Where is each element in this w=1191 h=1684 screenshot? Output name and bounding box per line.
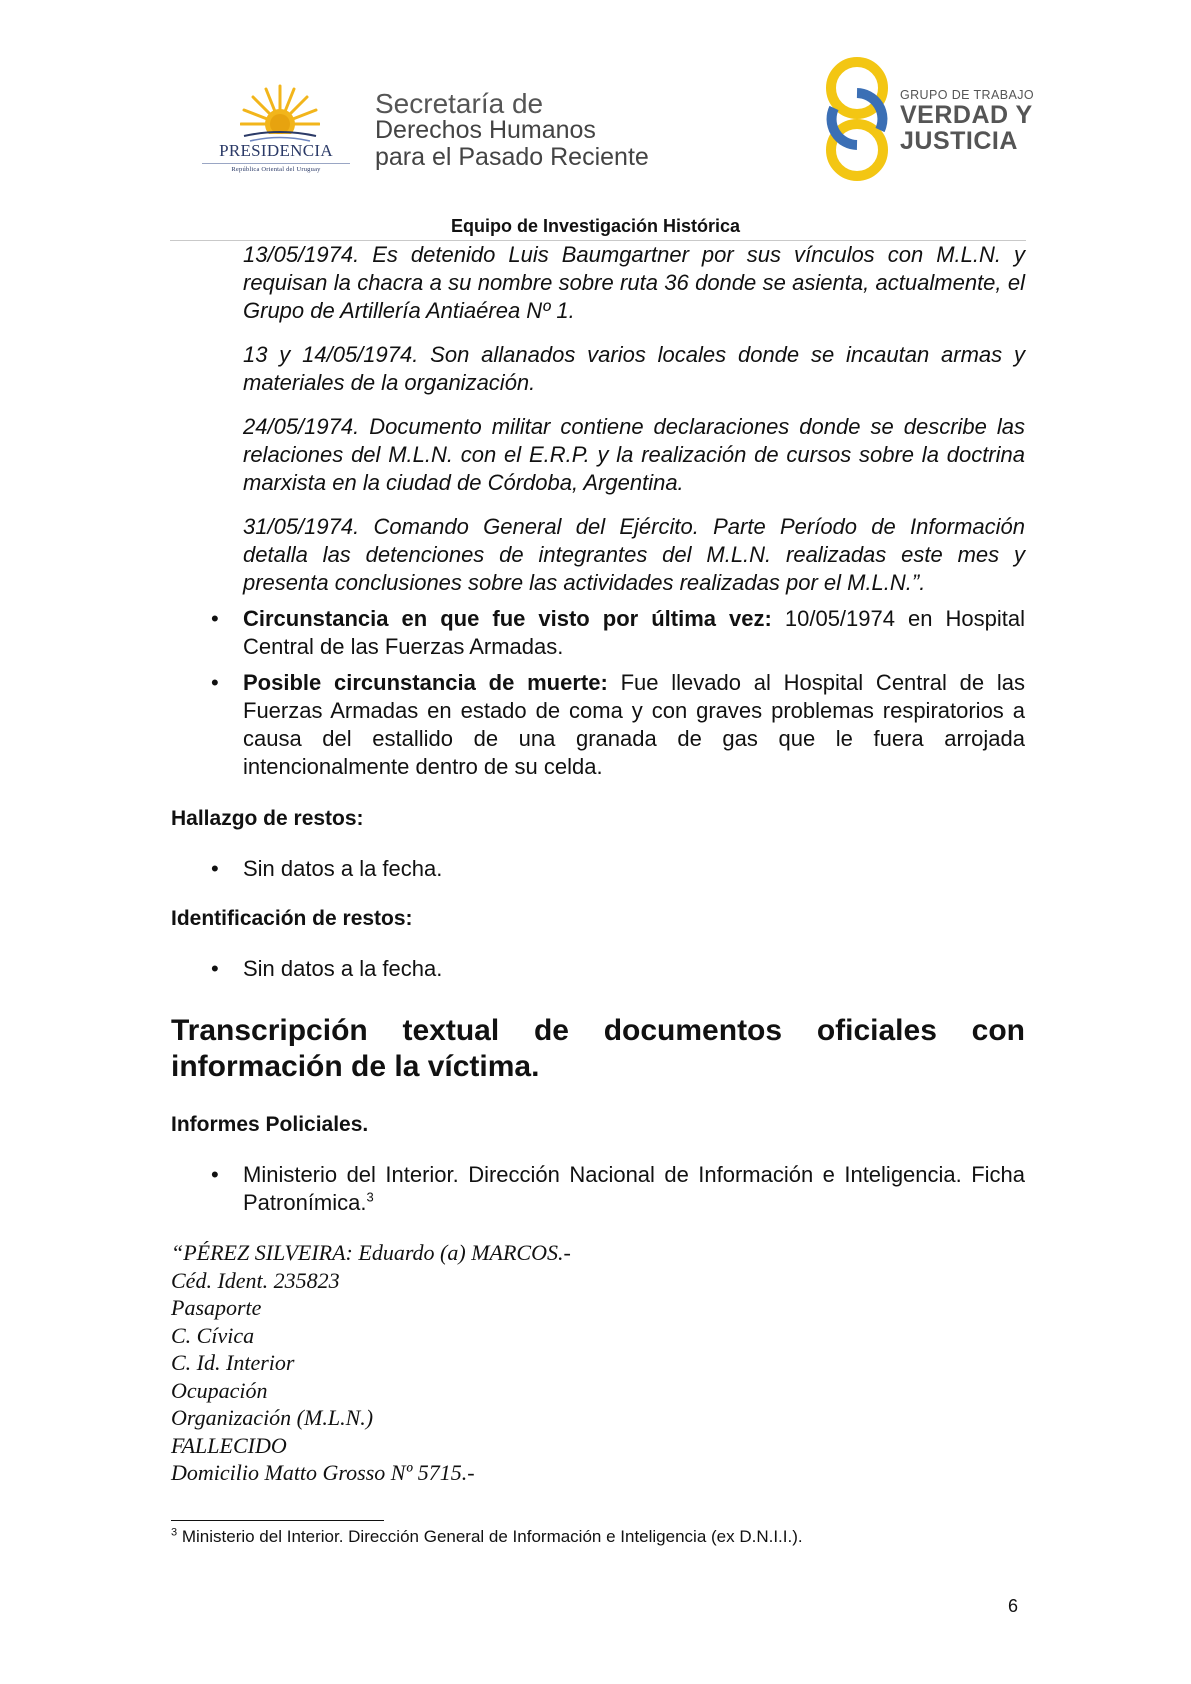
item-text: 10/05/1974 en Hospital Central de las Fuerzas Armadas.: [243, 606, 1025, 659]
transcript-line: “PÉREZ SILVEIRA: Eduardo (a) MARCOS.-: [171, 1240, 571, 1265]
secretaria-line-2: Derechos Humanos: [375, 116, 596, 144]
item-label: Posible circunstancia de muerte:: [243, 670, 608, 695]
section-title: [171, 1013, 1025, 1085]
section-title-line-1: Transcripción textual de documentos oficiales con: [171, 1014, 1025, 1047]
identificacion-list: [171, 955, 1025, 983]
transcript-line: FALLECIDO: [171, 1432, 287, 1458]
list-item: [171, 1161, 1025, 1217]
bullet-icon: •: [211, 670, 219, 695]
presidencia-subtitle: República Oriental del Uruguay: [231, 166, 321, 173]
footnote-text: Ministerio del Interior. Dirección General de Información e Inteligencia (ex D.N.I.I.).: [177, 1527, 803, 1546]
list-item: [171, 605, 1025, 661]
gtvj-line-1: GRUPO DE TRABAJO: [900, 88, 1034, 102]
circumstance-list: [171, 605, 1025, 781]
hallazgo-list: [171, 855, 1025, 883]
gtvj-line-3: JUSTICIA: [900, 127, 1018, 155]
transcript-line: Domicilio Matto Grosso Nº 5715.-: [171, 1460, 475, 1485]
bullet-icon: •: [211, 956, 219, 981]
secretaria-line-1: Secretaría de: [375, 88, 544, 119]
presidencia-logo: [196, 84, 356, 180]
chronology: [243, 241, 1025, 597]
transcript-line: Pasaporte: [171, 1295, 262, 1320]
transcript-line: Ocupación: [171, 1377, 268, 1403]
verdad-justicia-wordmark: [900, 88, 1034, 154]
bullet-icon: •: [211, 1162, 219, 1187]
bullet-icon: •: [211, 856, 219, 881]
document-body: [171, 241, 1025, 1487]
informes-list: [171, 1161, 1025, 1217]
gtvj-line-2: VERDAD Y: [900, 101, 1033, 129]
transcript-line: C. Cívica: [171, 1322, 255, 1348]
footnote-number: 3: [171, 1526, 178, 1539]
verdad-justicia-rings-icon: [818, 56, 896, 182]
identificacion-heading: Identificación de restos:: [171, 907, 413, 930]
item-text: Ministerio del Interior. Dirección Nacional de Información e Inteligencia. Ficha Patronímica.: [243, 1162, 1025, 1215]
list-item: [171, 955, 1025, 983]
transcript-line: Céd. Ident. 235823: [171, 1267, 340, 1293]
transcript-line: C. Id. Interior: [171, 1350, 295, 1375]
section-title-line-2: información de la víctima.: [171, 1050, 540, 1083]
footnote-divider: [171, 1520, 384, 1521]
sun-emblem-icon: [240, 84, 320, 148]
footnote-ref: 3: [366, 1189, 374, 1205]
list-item: [171, 855, 1025, 883]
transcript-line: Organización (M.L.N.): [171, 1405, 374, 1430]
secretaria-line-3: para el Pasado Reciente: [375, 143, 649, 171]
hallazgo-heading: Hallazgo de restos:: [171, 807, 364, 830]
chronology-entry: 13 y 14/05/1974. Son allanados varios locales donde se incautan armas y materiales de la organización.: [243, 342, 1025, 395]
bullet-icon: •: [211, 606, 219, 631]
presidencia-name: PRESIDENCIA: [219, 141, 333, 160]
chronology-entry: 31/05/1974. Comando General del Ejército. Parte Período de Información detalla las detenciones de integrantes del M.L.N. realizadas este mes y presenta conclusiones sobre las actividades realizadas por el M.L.N.”.: [243, 514, 1025, 595]
transcript-block: [171, 1239, 1025, 1487]
item-label: Circunstancia en que fue visto por última vez:: [243, 606, 772, 631]
list-item: [171, 669, 1025, 781]
page-number: 6: [1008, 1596, 1019, 1616]
informes-heading: Informes Policiales.: [171, 1113, 369, 1136]
item-text: Fue llevado al Hospital Central de las Fuerzas Armadas en estado de coma y con graves problemas respiratorios a causa del estallido de una granada de gas que le fuera arrojada intencionalmente dentro de su celda.: [243, 670, 1026, 779]
chronology-entry: 24/05/1974. Documento militar contiene declaraciones donde se describe las relaciones del M.L.N. con el E.R.P. y la realización de cursos sobre la doctrina marxista en la ciudad de Córdoba, Argentina.: [243, 414, 1025, 495]
secretaria-title: [375, 90, 649, 171]
item-text: Sin datos a la fecha.: [243, 956, 443, 981]
presidencia-divider: [202, 163, 350, 164]
footnote: [171, 1527, 803, 1547]
chronology-entry: 13/05/1974. Es detenido Luis Baumgartner por sus vínculos con M.L.N. y requisan la chacra a su nombre sobre ruta 36 donde se asienta, actualmente, el Grupo de Artillería Antiaérea Nº 1.: [243, 242, 1025, 323]
item-text: Sin datos a la fecha.: [243, 856, 443, 881]
team-heading: Equipo de Investigación Histórica: [450, 216, 741, 236]
